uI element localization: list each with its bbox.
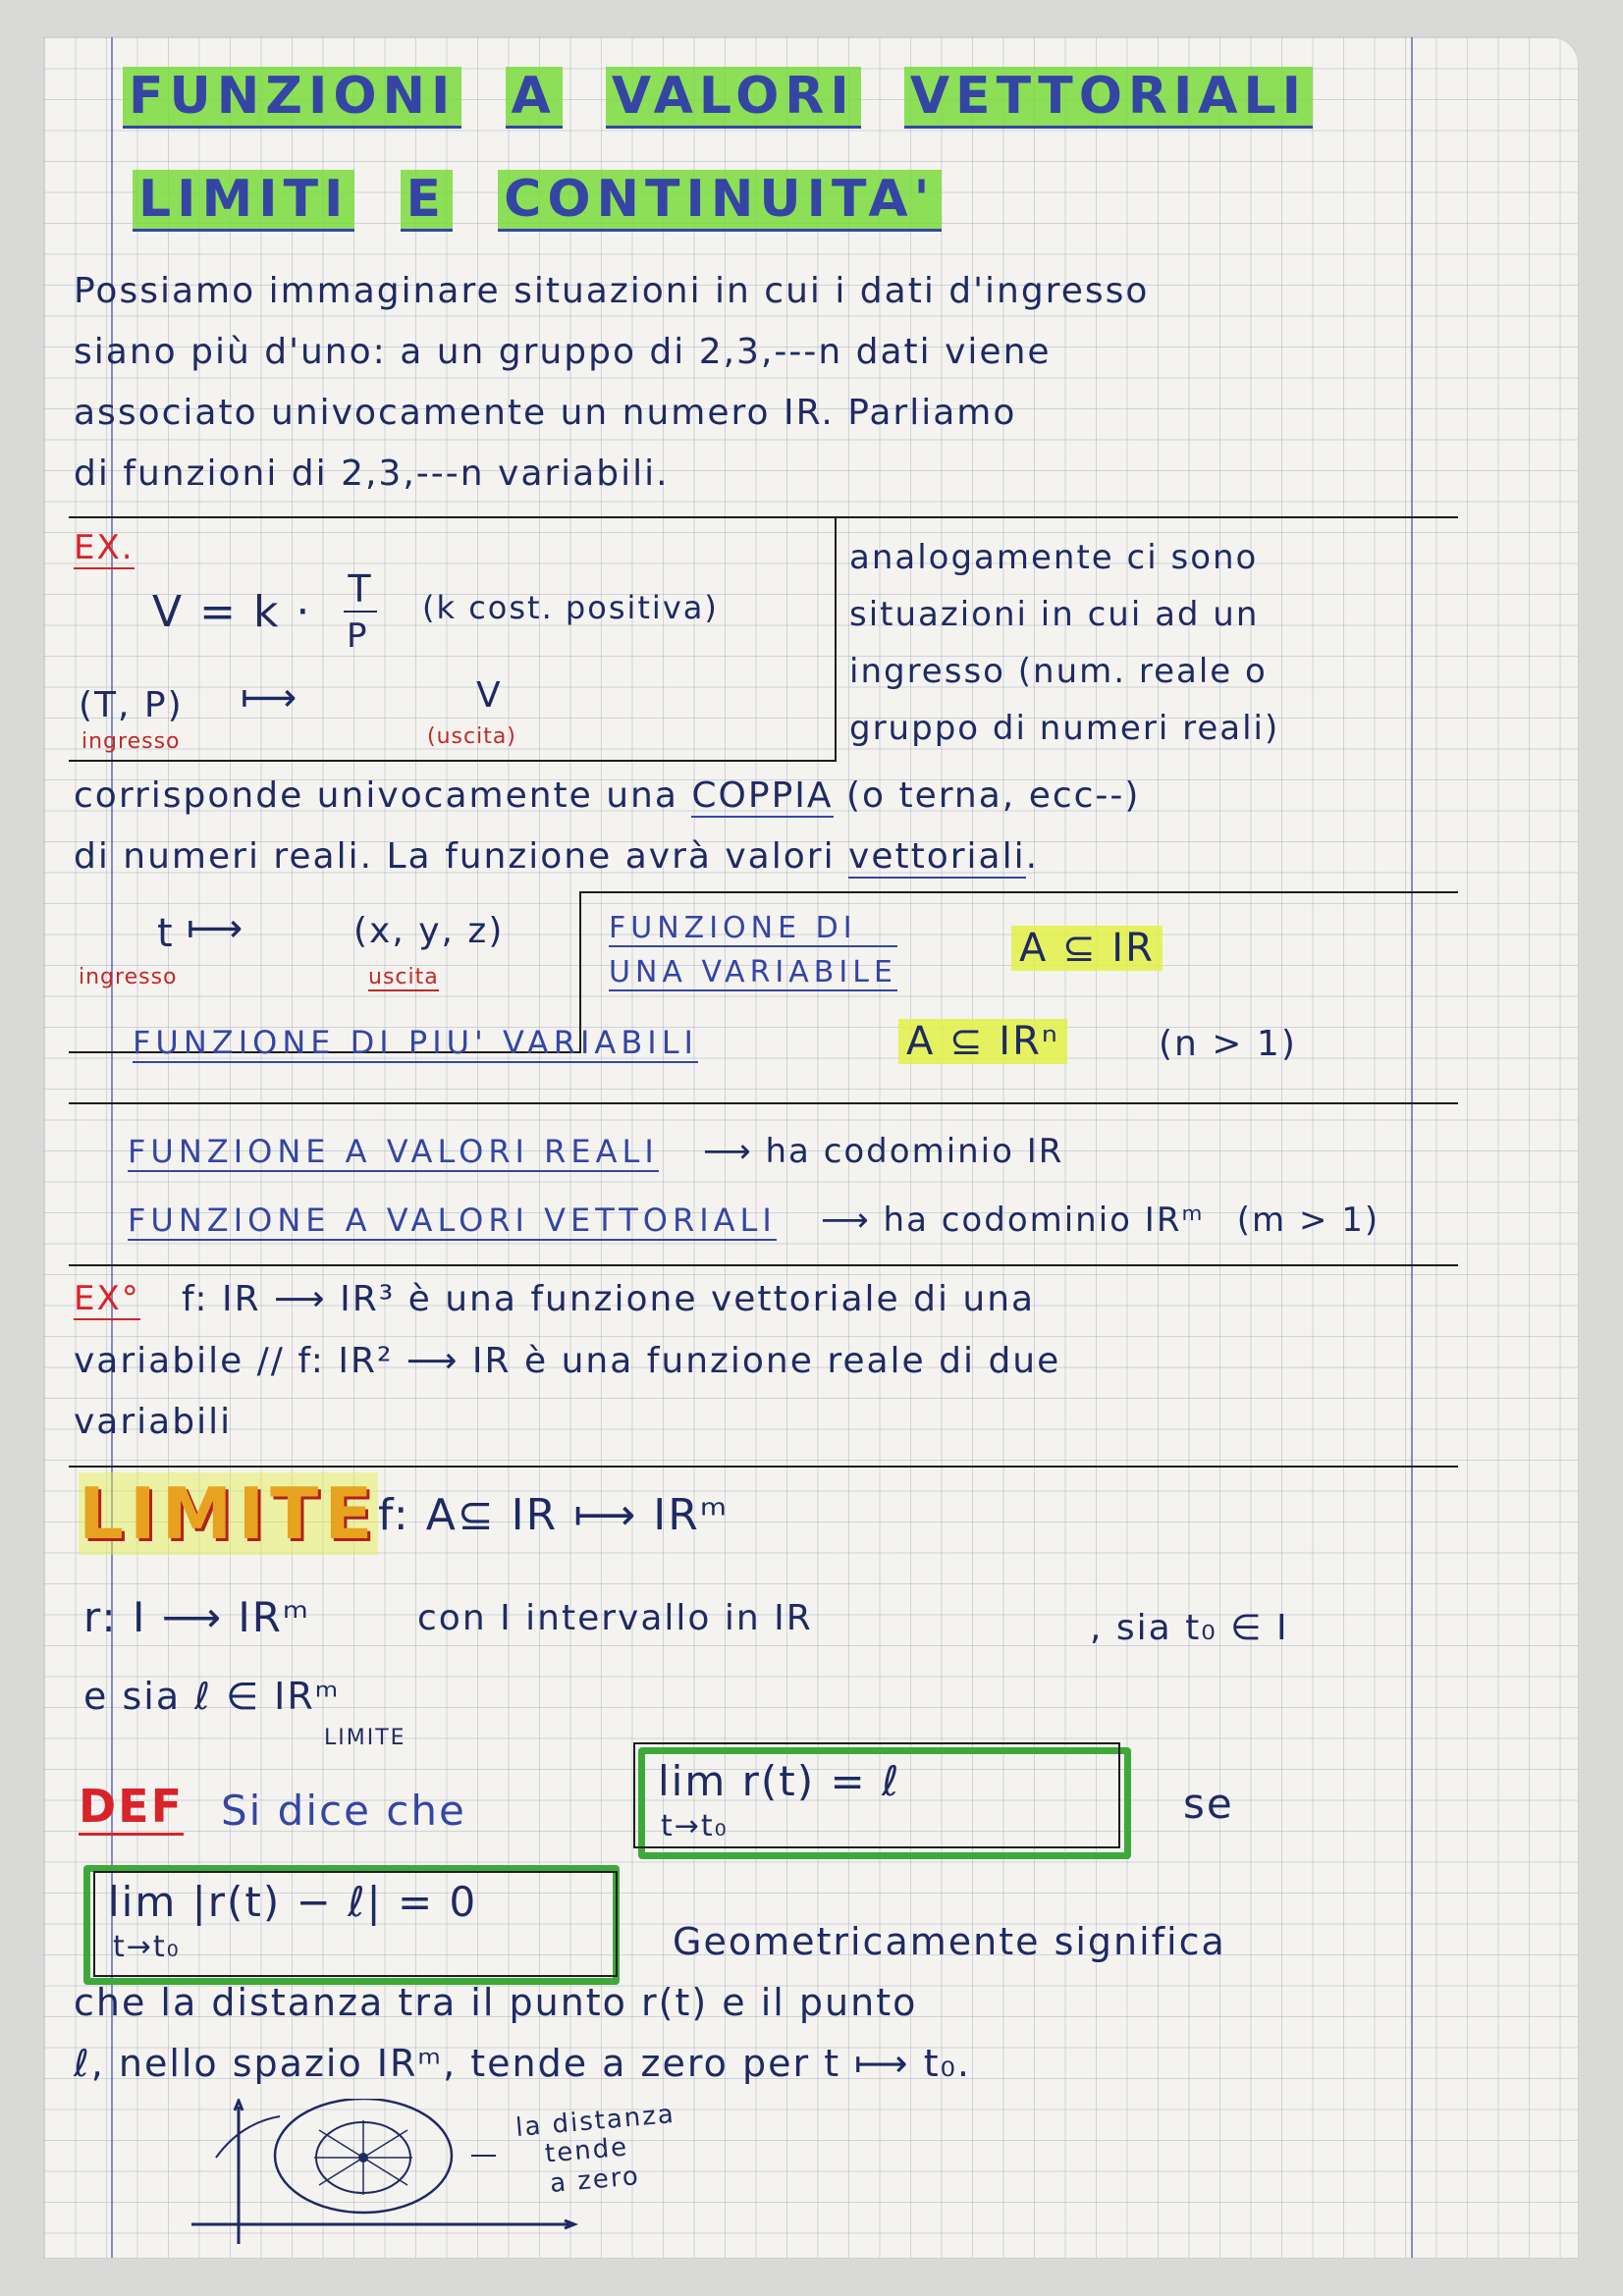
input-label: ingresso xyxy=(81,729,181,754)
one-var-domain: A ⊆ IR xyxy=(1011,926,1163,971)
vettoriali-word: vettoriali xyxy=(848,836,1026,877)
ex2-label: EX° xyxy=(74,1279,140,1318)
continuation-line-2 xyxy=(74,836,1039,877)
codomain-vec-text: ha codominio IRᵐ xyxy=(883,1201,1205,1240)
formula-lhs: V = k · xyxy=(152,587,312,637)
r-condition: con I intervallo in IR xyxy=(417,1598,813,1638)
mapping-input: (T, P) xyxy=(79,685,184,725)
codomain-real-label: FUNZIONE A VALORI REALI xyxy=(128,1133,659,1170)
norm-limit-expression: lim |r(t) − ℓ| = 0 xyxy=(108,1878,478,1926)
output-label: uscita xyxy=(368,965,439,989)
ex2-line-2: variabile // f: IR² ⟶ IR è una funzione reale di due xyxy=(74,1341,1061,1381)
r-mapping: r: I ⟶ IRᵐ xyxy=(83,1593,311,1641)
divider xyxy=(69,516,1458,518)
l-note: LIMITE xyxy=(324,1726,406,1750)
ex-label: EX. xyxy=(74,528,135,567)
multi-var-row xyxy=(133,1024,698,1061)
maps-to-arrow: ⟼ xyxy=(187,906,245,951)
limite-mapping: f: A⊆ IR ⟼ IRᵐ xyxy=(378,1490,730,1540)
limite-heading: LIMITE xyxy=(79,1472,379,1555)
title-word-e: E xyxy=(401,170,454,232)
sketch-note-line-1: la distanza xyxy=(514,2099,676,2144)
continuation-line-1 xyxy=(74,775,1140,816)
divider xyxy=(69,1102,1458,1104)
notebook-page xyxy=(44,37,1578,2258)
output-label: (uscita) xyxy=(427,724,516,749)
intro-line-3: associato univocamente un numero IR. Parliamo xyxy=(74,393,1017,433)
codomain-vec-condition: (m > 1) xyxy=(1236,1201,1380,1240)
vector-input-t: t xyxy=(157,911,175,956)
side-line-2: situazioni in cui ad un xyxy=(849,595,1260,634)
title-word-funzioni: FUNZIONI xyxy=(123,67,461,129)
divider xyxy=(69,1264,1458,1266)
codomain-real-text: ha codominio IR xyxy=(765,1132,1064,1171)
codomain-vec-row: FUNZIONE A VALORI VETTORIALI ⟶ ha codominio IRᵐ (m > 1) xyxy=(128,1201,1380,1240)
right-margin-rail xyxy=(1411,37,1413,2258)
codomain-real-row: FUNZIONE A VALORI REALI ⟶ ha codominio IR xyxy=(128,1132,1064,1171)
divider xyxy=(835,516,837,762)
norm-limit-subscript: t→t₀ xyxy=(113,1930,181,1964)
title-word-continuita: CONTINUITA' xyxy=(498,170,941,232)
se-word: se xyxy=(1183,1780,1234,1828)
ex2-line-3: variabili xyxy=(74,1402,233,1442)
geo-line-1: Geometricamente significa xyxy=(673,1920,1226,1963)
continuation-text: di numeri reali. La funzione avrà valori xyxy=(74,836,836,877)
def-text: Si dice che xyxy=(221,1787,466,1835)
ex2-line-1: f: IR ⟶ IR³ è una funzione vettoriale di una xyxy=(182,1279,1036,1319)
side-line-1: analogamente ci sono xyxy=(849,538,1259,577)
sketch-note-line-2: tende xyxy=(543,2132,630,2169)
one-var-line-2: UNA VARIABILE xyxy=(609,955,897,989)
title-word-vettoriali: VETTORIALI xyxy=(904,67,1313,129)
divider xyxy=(69,760,837,762)
maps-to-arrow: ⟼ xyxy=(241,675,299,721)
side-line-3: ingresso (num. reale o xyxy=(849,652,1268,691)
fraction-denominator: P xyxy=(347,616,369,656)
sketch-curve xyxy=(216,2116,280,2158)
geo-line-3: ℓ, nello spazio IRᵐ, tende a zero per t ⟼ t₀. xyxy=(74,2042,971,2085)
codomain-vec-label: FUNZIONE A VALORI VETTORIALI xyxy=(128,1201,777,1239)
geo-line-2: che la distanza tra il punto r(t) e il punto xyxy=(74,1981,918,2024)
divider xyxy=(69,1466,1458,1468)
formula-note: (k cost. positiva) xyxy=(422,589,719,626)
continuation-text: corrisponde univocamente una xyxy=(74,775,678,816)
intro-line-2: siano più d'uno: a un gruppo di 2,3,---n dati viene xyxy=(74,332,1052,372)
multi-var-condition: (n > 1) xyxy=(1159,1024,1297,1064)
title-line-1 xyxy=(123,67,1313,126)
intro-line-1: Possiamo immaginare situazioni in cui i dati d'ingresso xyxy=(74,271,1150,311)
input-label: ingresso xyxy=(79,965,178,989)
limit-expression: lim r(t) = ℓ xyxy=(658,1757,901,1805)
title-word-valori: VALORI xyxy=(606,67,861,129)
fraction-numerator: T xyxy=(344,567,377,613)
sketch-radial-lines xyxy=(314,2120,412,2195)
intro-line-4: di funzioni di 2,3,---n variabili. xyxy=(74,454,670,494)
def-label: DEF xyxy=(79,1780,184,1836)
limit-subscript: t→t₀ xyxy=(661,1809,729,1843)
divider xyxy=(579,891,1458,893)
title-word-limiti: LIMITI xyxy=(133,170,354,232)
title-word-a: A xyxy=(506,67,563,129)
continuation-text: (o terna, ecc--) xyxy=(845,775,1141,816)
one-var-label xyxy=(609,911,897,991)
title-line-2 xyxy=(133,170,942,229)
side-line-4: gruppo di numeri reali) xyxy=(849,709,1280,748)
t0-condition: , sia t₀ ∈ I xyxy=(1090,1608,1289,1648)
multi-var-label: FUNZIONE DI PIU' VARIABILI xyxy=(133,1024,698,1061)
continuation-text: . xyxy=(1025,836,1040,877)
l-definition: e sia ℓ ∈ IRᵐ xyxy=(83,1675,341,1718)
sketch-note-line-3: a zero xyxy=(548,2162,642,2199)
coppia-word: COPPIA xyxy=(691,775,834,816)
multi-var-domain: A ⊆ IRⁿ xyxy=(898,1019,1067,1064)
one-var-line-1: FUNZIONE DI xyxy=(609,911,897,947)
vector-output: (x, y, z) xyxy=(353,911,505,951)
mapping-output: V xyxy=(476,675,503,716)
